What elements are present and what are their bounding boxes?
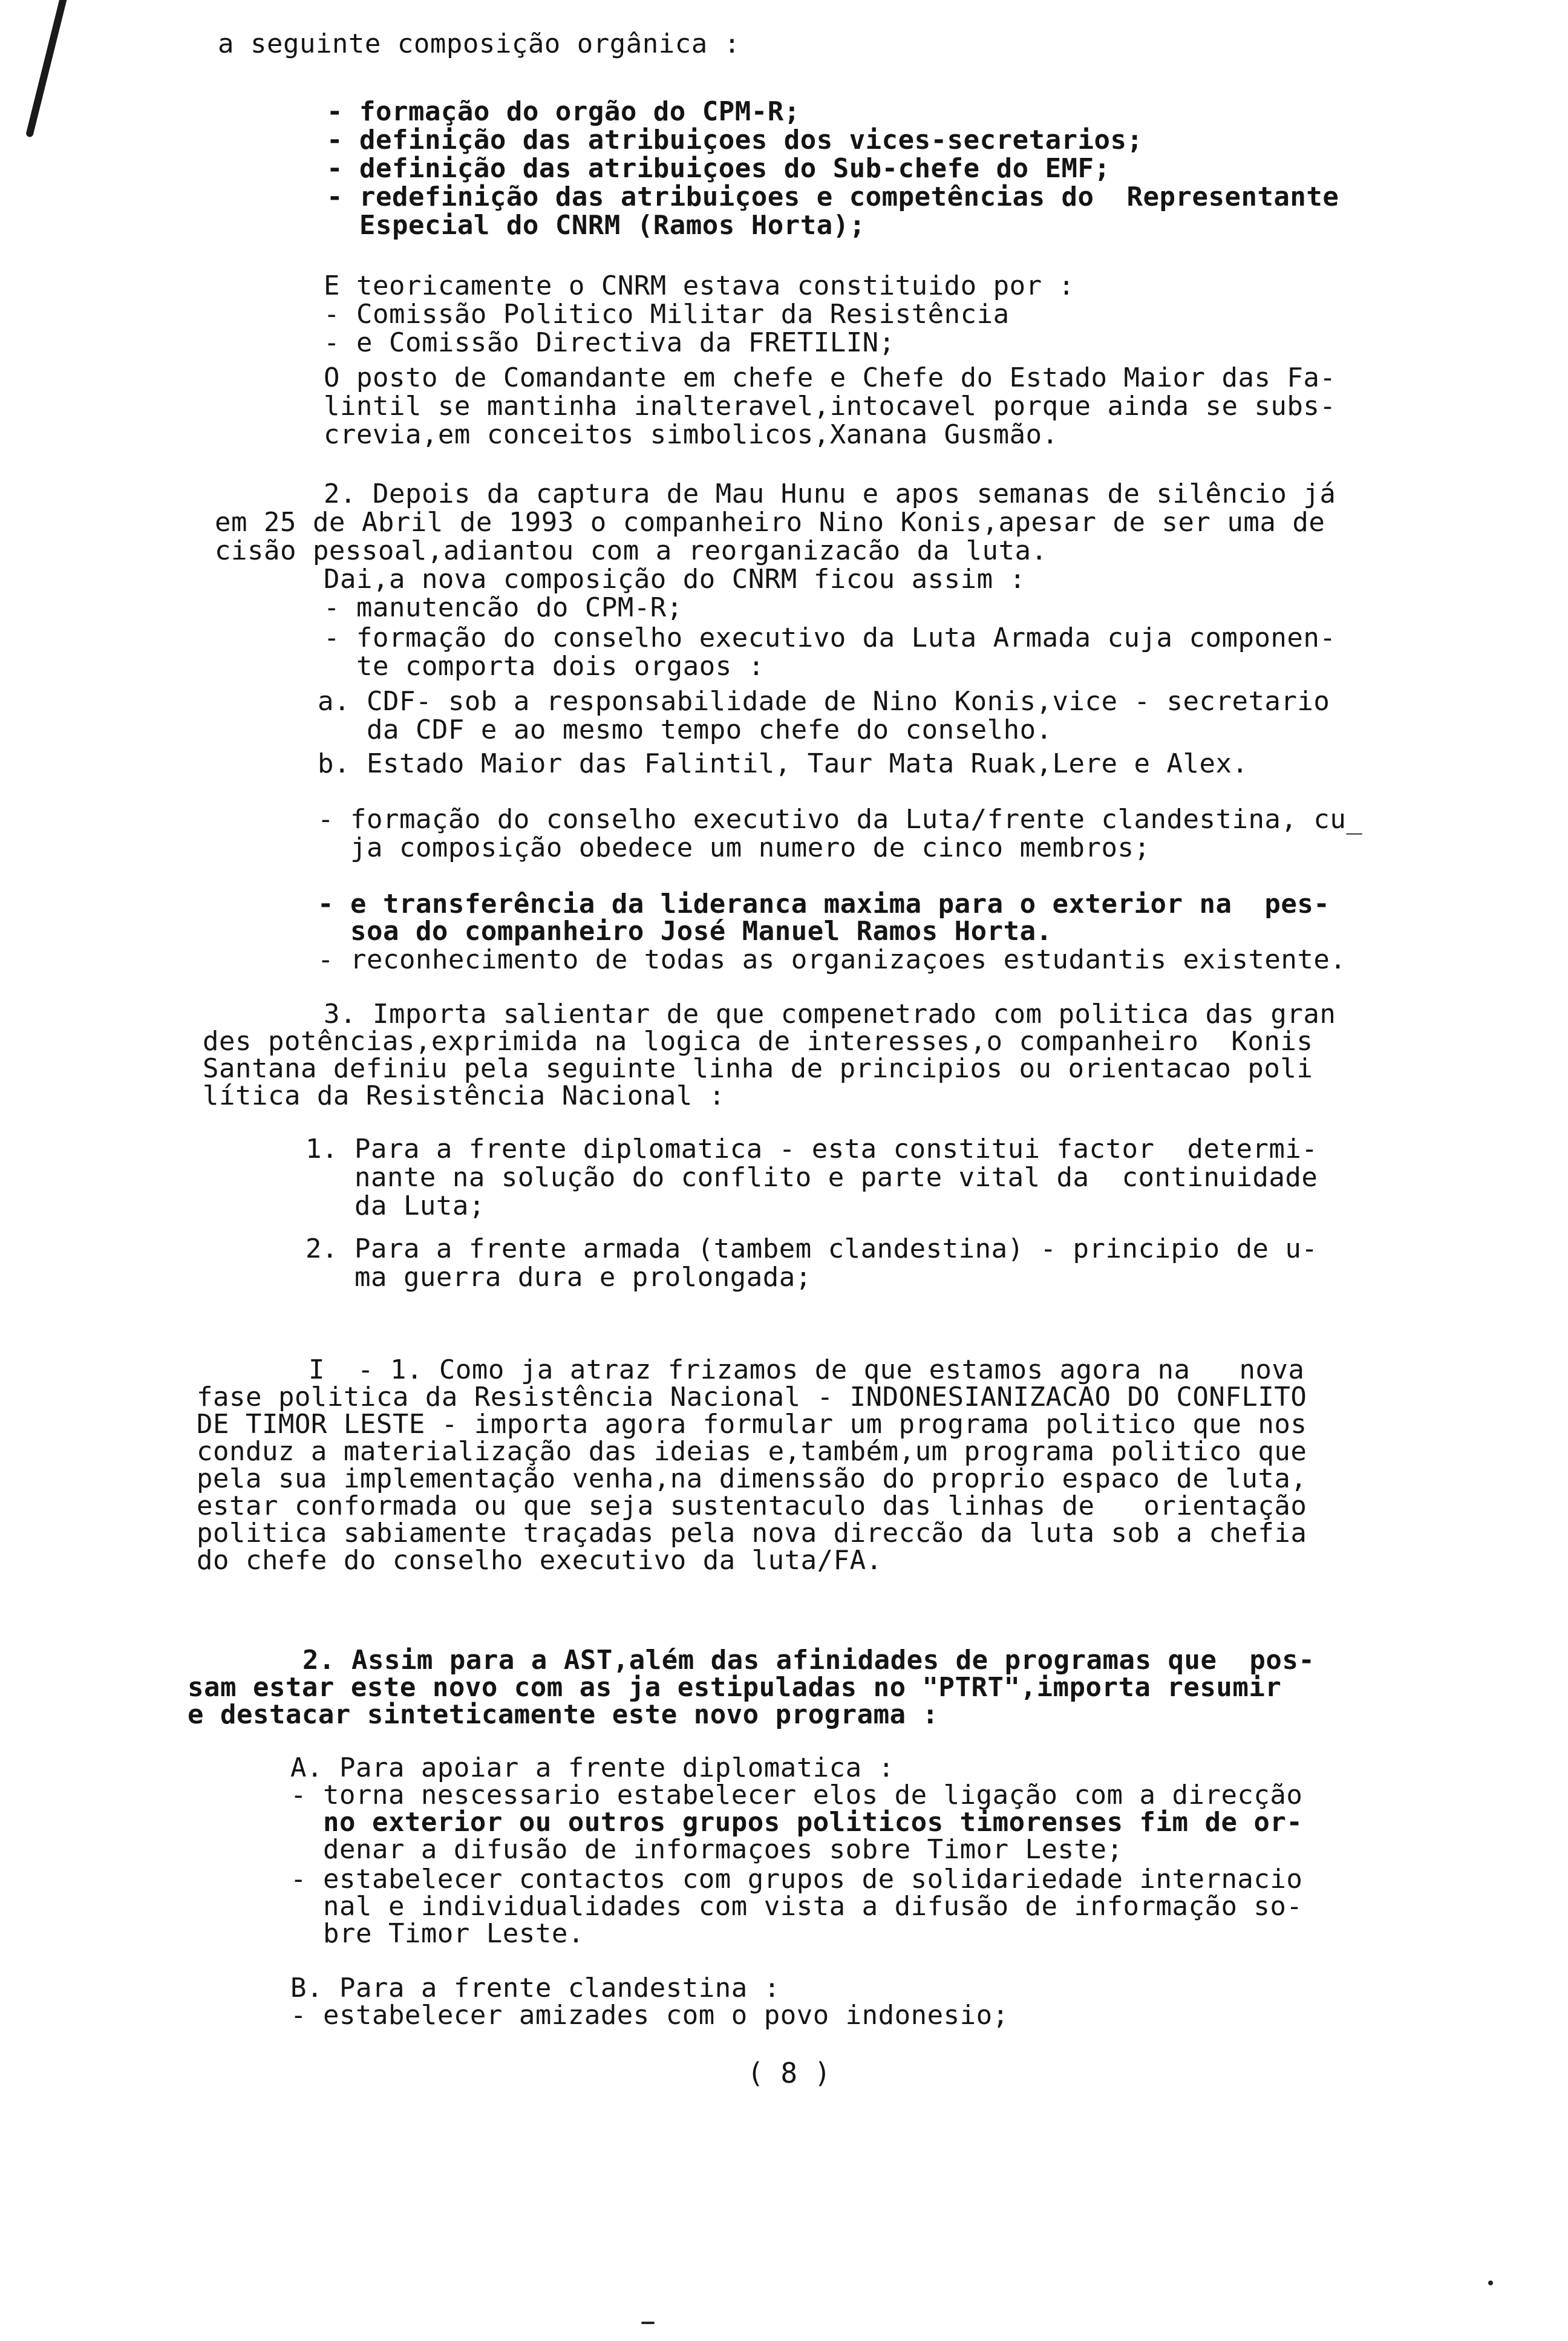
principle-line: 2. Para a frente armada (tambem clandestina) - principio de u- bbox=[305, 1233, 1318, 1264]
section-a-line: - estabelecer contactos com grupos de solidariedade internacio bbox=[290, 1864, 1303, 1895]
para2-line: cisão pessoal,adiantou com a reorganizacão da luta. bbox=[215, 535, 1048, 566]
section-i-line: fase politica da Resistência Nacional - INDONESIANIZACAO DO CONFLITO bbox=[197, 1382, 1307, 1412]
para3-line: des potências,exprimida na logica de interesses,o companheiro Konis bbox=[203, 1026, 1313, 1057]
para2-line: te comporta dois orgaos : bbox=[324, 651, 765, 682]
intro-line: a seguinte composição orgânica : bbox=[218, 28, 740, 59]
cnrm-line: lintil se mantinha inalteravel,intocavel porque ainda se subs- bbox=[324, 391, 1336, 422]
para2-line: - formação do conselho executivo da Luta Armada cuja componen- bbox=[324, 622, 1336, 653]
cnrm-line: O posto de Comandante em chefe e Chefe do Estado Maior das Fa- bbox=[324, 362, 1336, 393]
list2-line: - formação do conselho executivo da Luta/frente clandestina, cu_ bbox=[318, 804, 1363, 835]
principle-line: 1. Para a frente diplomatica - esta constitui factor determi- bbox=[305, 1134, 1318, 1164]
section-b-line: B. Para a frente clandestina : bbox=[290, 1973, 780, 2003]
cnrm-line: crevia,em conceitos simbolicos,Xanana Gusmão. bbox=[324, 419, 1059, 450]
speck bbox=[1488, 2281, 1493, 2285]
para3-line: Santana definiu pela seguinte linha de principios ou orientacao poli bbox=[203, 1053, 1313, 1084]
list2-line: ja composição obedece um numero de cinco membros; bbox=[318, 832, 1151, 863]
para3-line: lítica da Resistência Nacional : bbox=[203, 1080, 725, 1111]
list2-line: soa do companheiro José Manuel Ramos Horta. bbox=[318, 916, 1053, 947]
para2-line: a. CDF- sob a responsabilidade de Nino Konis,vice - secretario bbox=[318, 686, 1330, 717]
cnrm-line: - Comissão Politico Militar da Resistência bbox=[324, 299, 1010, 330]
cnrm-line: - e Comissão Directiva da FRETILIN; bbox=[324, 327, 895, 358]
section-i-line: I - 1. Como ja atraz frizamos de que estamos agora na nova bbox=[309, 1354, 1305, 1385]
para2-line: em 25 de Abril de 1993 o companheiro Nino Konis,apesar de ser uma de bbox=[215, 507, 1325, 538]
section-i-line: politica sabiamente traçadas pela nova direccão da luta sob a chefia bbox=[197, 1518, 1307, 1549]
section-i-line: DE TIMOR LESTE - importa agora formular um programa politico que nos bbox=[197, 1409, 1307, 1440]
section-b-line: - estabelecer amizades com o povo indonesio; bbox=[290, 2000, 1009, 2031]
ast-line: sam estar este novo com as ja estipuladas no "PTRT",importa resumir bbox=[188, 1672, 1282, 1703]
ast-line: e destacar sinteticamente este novo programa : bbox=[188, 1699, 939, 1730]
principle-line: nante na solução do conflito e parte vital da continuidade bbox=[305, 1162, 1318, 1193]
section-a-line: no exterior ou outros grupos politicos timorenses fim de or- bbox=[290, 1807, 1303, 1838]
para2-line: Dai,a nova composição do CNRM ficou assim : bbox=[324, 564, 1026, 595]
section-i-line: conduz a materialização das ideias e,também,um programa politico que bbox=[197, 1436, 1307, 1467]
list2-line: - reconhecimento de todas as organizaçoes estudantis existente. bbox=[318, 944, 1347, 975]
section-a-line: A. Para apoiar a frente diplomatica : bbox=[290, 1752, 895, 1783]
para2-line: 2. Depois da captura de Mau Hunu e apos semanas de silêncio já bbox=[324, 478, 1336, 509]
list1-line: Especial do CNRM (Ramos Horta); bbox=[327, 210, 866, 241]
page-number: ( 8 ) bbox=[747, 2057, 831, 2089]
section-a-line: denar a difusão de informaçoes sobre Timor Leste; bbox=[290, 1834, 1123, 1865]
list2-line: - e transferência da lideranca maxima para o exterior na pes- bbox=[318, 889, 1330, 919]
ast-line: 2. Assim para a AST,além das afinidades de programas que pos- bbox=[302, 1645, 1315, 1676]
section-a-line: - torna nescessario estabelecer elos de ligação com a direcção bbox=[290, 1780, 1303, 1810]
section-i-line: pela sua implementação venha,na dimenssão do proprio espaco de luta, bbox=[197, 1463, 1307, 1494]
para3-line: 3. Importa salientar de que compenetrado com politica das gran bbox=[324, 999, 1336, 1030]
section-a-line: nal e individualidades com vista a difusão de informação so- bbox=[290, 1891, 1303, 1922]
section-a-line: bre Timor Leste. bbox=[290, 1918, 584, 1949]
section-i-line: do chefe do conselho executivo da luta/FA. bbox=[197, 1545, 883, 1576]
para2-line: b. Estado Maior das Falintil, Taur Mata Ruak,Lere e Alex. bbox=[318, 748, 1249, 779]
cnrm-line: E teoricamente o CNRM estava constituido por : bbox=[324, 270, 1075, 301]
speck bbox=[641, 2322, 655, 2324]
list1-line: - definição das atribuiçoes do Sub-chefe do EMF; bbox=[327, 153, 1111, 184]
list1-line: - formação do orgão do CPM-R; bbox=[327, 96, 800, 127]
principle-line: da Luta; bbox=[305, 1190, 485, 1221]
list1-line: - definição das atribuiçoes dos vices-secretarios; bbox=[327, 125, 1143, 155]
list1-line: - redefinição das atribuiçoes e competências do Representante bbox=[327, 181, 1339, 212]
principle-line: ma guerra dura e prolongada; bbox=[305, 1262, 812, 1293]
handwritten-stroke bbox=[25, 0, 69, 138]
para2-line: da CDF e ao mesmo tempo chefe do conselho. bbox=[318, 714, 1053, 745]
section-i-line: estar conformada ou que seja sustentaculo das linhas de orientação bbox=[197, 1490, 1307, 1521]
para2-line: - manutencão do CPM-R; bbox=[324, 592, 683, 623]
